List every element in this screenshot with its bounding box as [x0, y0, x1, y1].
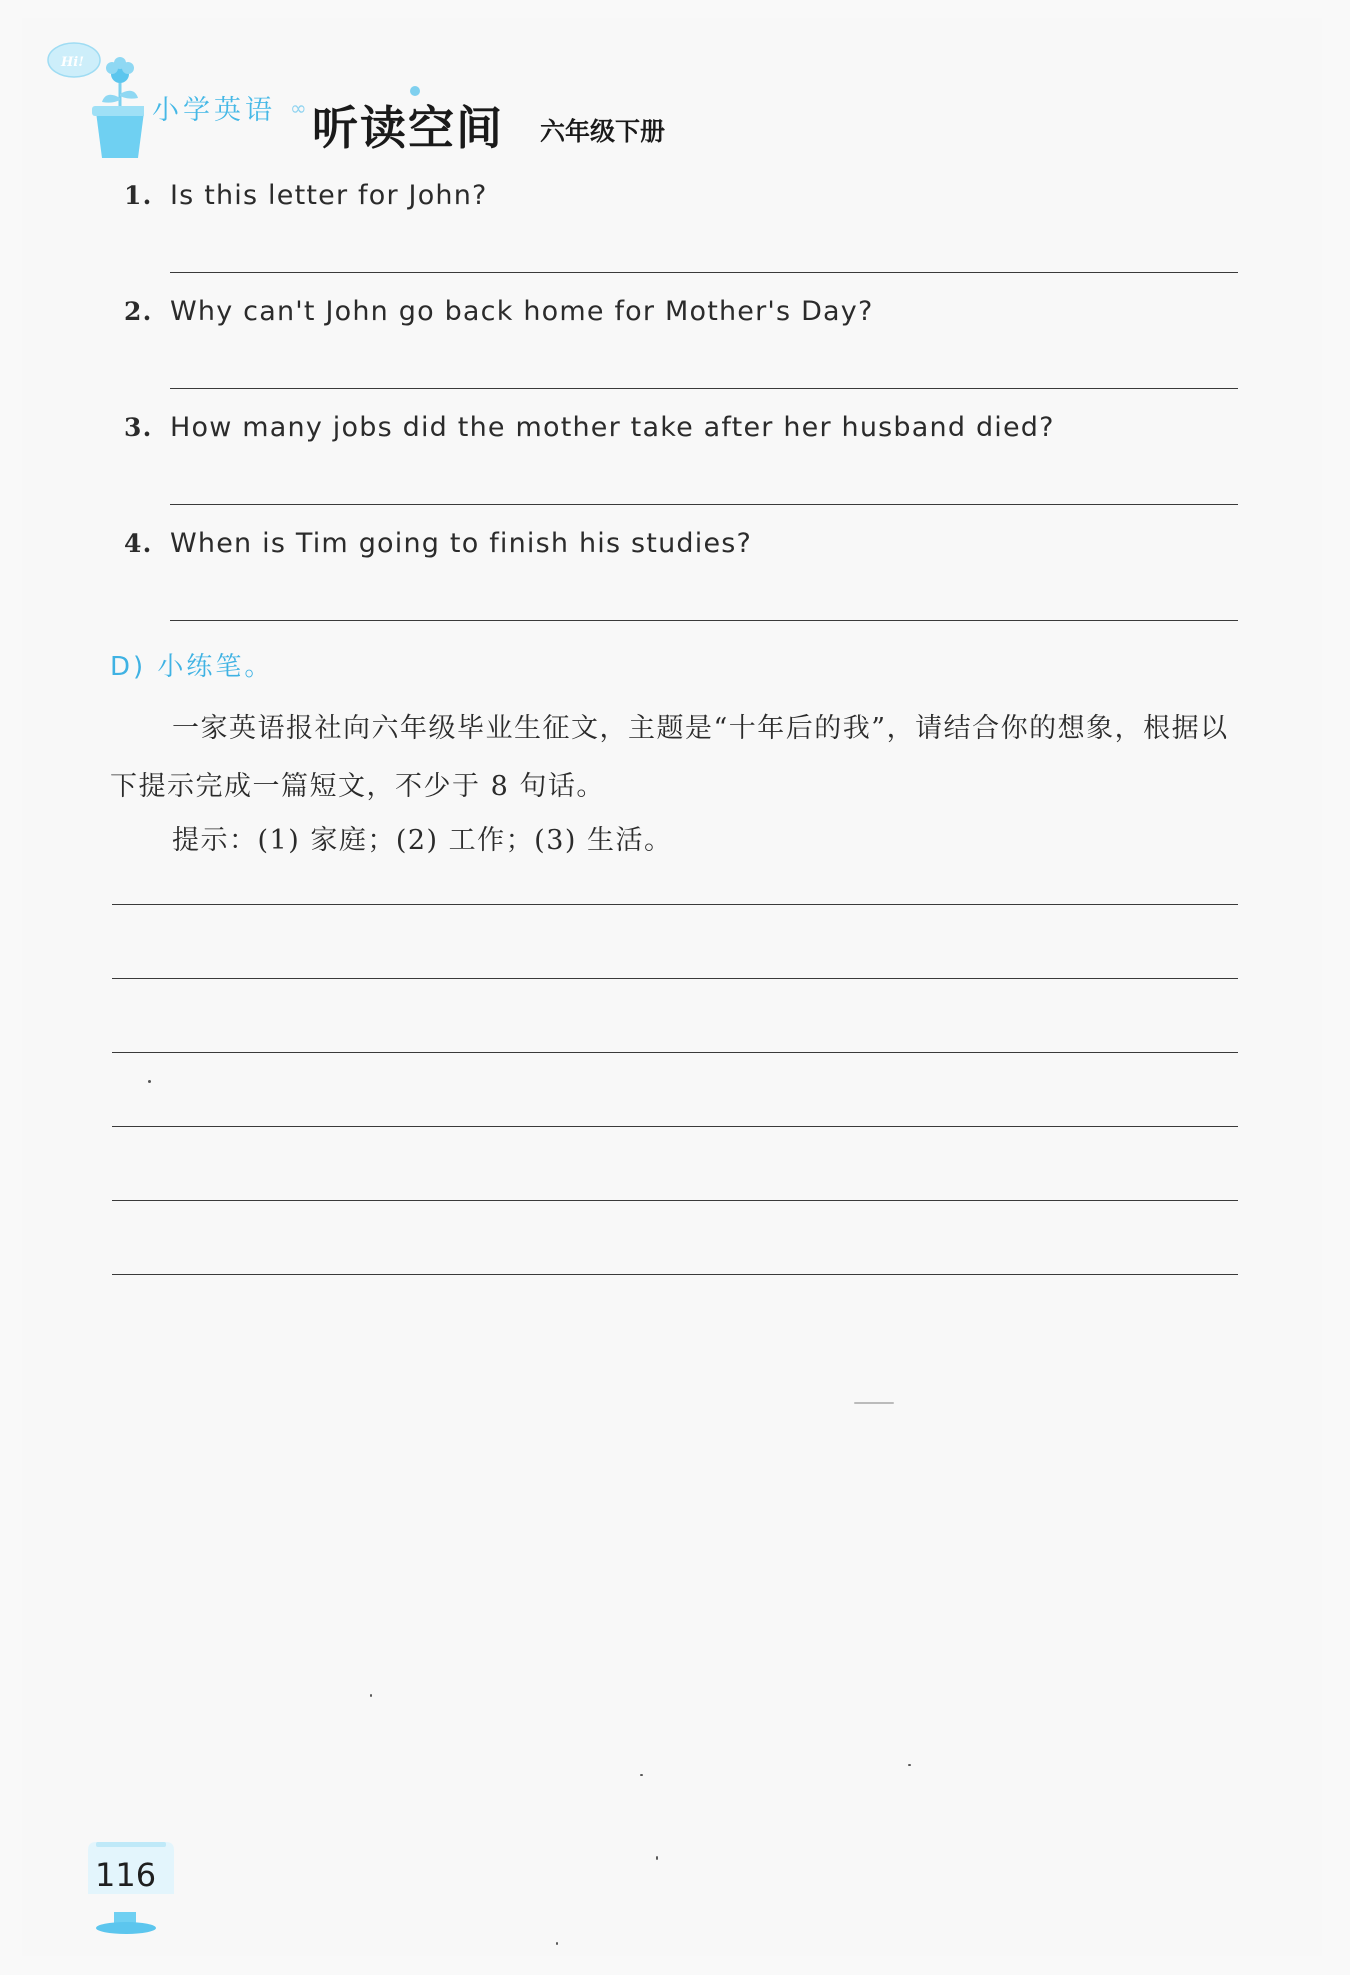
question-text: Is this letter for John? [170, 180, 488, 211]
writing-line[interactable] [112, 1200, 1238, 1201]
answer-line[interactable] [170, 272, 1238, 273]
answer-line[interactable] [170, 388, 1238, 389]
question-item [124, 528, 1240, 559]
question-item [124, 180, 1240, 211]
answer-line[interactable] [170, 504, 1238, 505]
question-item [124, 412, 1240, 443]
question-item [124, 296, 1240, 327]
question-text: When is Tim going to finish his studies? [170, 528, 753, 559]
hi-badge-text: Hi! [61, 55, 84, 70]
section-d-hint: 提示：(1) 家庭；(2) 工作；(3) 生活。 [172, 825, 673, 856]
page-number: 116 [95, 1856, 157, 1894]
print-speck [148, 1080, 151, 1083]
swirl-icon: ∞ [290, 96, 307, 120]
question-text: Why can't John go back home for Mother's Day? [170, 296, 874, 327]
print-speck [556, 1942, 558, 1945]
question-number: 3. [124, 413, 153, 442]
answer-line[interactable] [170, 620, 1238, 621]
writing-line[interactable] [112, 904, 1238, 905]
print-speck [656, 1856, 658, 1860]
writing-line[interactable] [112, 1126, 1238, 1127]
print-speck [908, 1764, 911, 1766]
print-speck [370, 1694, 372, 1697]
series-title-small: 小学英语 [152, 95, 276, 126]
question-number: 4. [124, 529, 153, 558]
section-d-instruction: 一家英语报社向六年级毕业生征文，主题是“十年后的我”，请结合你的想象，根据以下提示完成一篇短文，不少于 8 句话。 [110, 713, 1229, 802]
question-number: 2. [124, 297, 153, 326]
section-d-title: D) 小练笔。 [110, 652, 274, 682]
flower-pot-logo-icon [44, 40, 144, 170]
print-speck [640, 1774, 643, 1776]
question-number: 1. [124, 181, 153, 210]
grade-label: 六年级下册 [540, 117, 666, 146]
print-speck [854, 1402, 894, 1404]
writing-line[interactable] [112, 1052, 1238, 1053]
series-title-main: 听读空间 [312, 101, 504, 155]
writing-line[interactable] [112, 978, 1238, 979]
writing-line[interactable] [112, 1274, 1238, 1275]
question-text: How many jobs did the mother take after her husband died? [170, 412, 1055, 443]
